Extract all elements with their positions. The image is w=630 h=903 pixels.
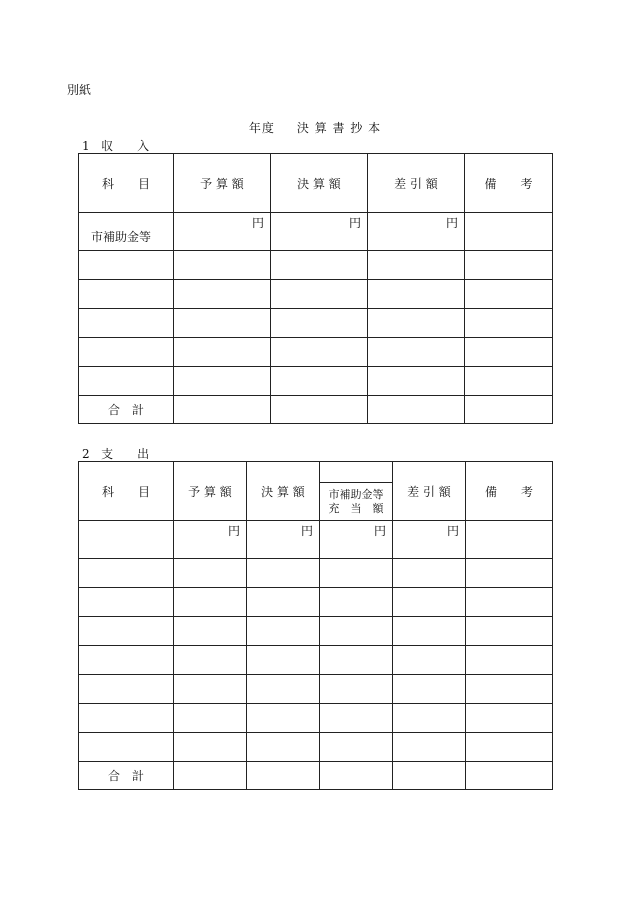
- title-text: 決 算 書 抄 本: [296, 121, 382, 135]
- expense-empty-row: [79, 704, 553, 733]
- expense-header-budget: 予 算 額: [174, 462, 247, 521]
- expense-header-subsidy-line2: 充 当 額: [328, 502, 384, 515]
- income-empty-row: [79, 338, 553, 367]
- attachment-label: 別紙: [67, 83, 92, 97]
- income-section-label: 収 入: [101, 139, 150, 153]
- expense-empty-row: [79, 559, 553, 588]
- expense-header-row: [79, 462, 553, 521]
- expense-empty-row: [79, 733, 553, 762]
- expense-section-label: 支 出: [101, 447, 150, 461]
- income-header-remarks: 備 考: [465, 154, 553, 213]
- expense-row-units: [79, 521, 553, 559]
- expense-yen-unit: 円: [320, 521, 393, 559]
- income-section-heading: [82, 137, 149, 154]
- income-total-label: 合 計: [79, 396, 174, 424]
- expense-header-subsidy-cell: [320, 462, 393, 521]
- income-empty-row: [79, 367, 553, 396]
- expense-subject-cell: [79, 521, 174, 559]
- expense-total-label: 合 計: [79, 762, 174, 790]
- expense-header-subject: 科 目: [79, 462, 174, 521]
- income-table: [78, 153, 553, 424]
- expense-remarks-cell: [466, 521, 553, 559]
- expense-header-difference: 差 引 額: [393, 462, 466, 521]
- expense-header-subsidy-box: [319, 482, 393, 521]
- income-empty-row: [79, 280, 553, 309]
- income-empty-row: [79, 251, 553, 280]
- expense-section-number: 2: [82, 447, 90, 461]
- income-total-row: [79, 396, 553, 424]
- income-yen-unit: 円: [271, 213, 368, 251]
- expense-yen-unit: 円: [247, 521, 320, 559]
- income-item-subsidy: 市補助金等: [79, 213, 174, 251]
- income-section-number: 1: [82, 139, 90, 153]
- income-header-subject: 科 目: [79, 154, 174, 213]
- expense-yen-unit: 円: [174, 521, 247, 559]
- expense-table: [78, 461, 553, 790]
- expense-empty-row: [79, 675, 553, 704]
- income-remarks-cell: [465, 213, 553, 251]
- income-header-difference: 差 引 額: [368, 154, 465, 213]
- expense-yen-unit: 円: [393, 521, 466, 559]
- expense-header-settlement: 決 算 額: [247, 462, 320, 521]
- document-title: [0, 119, 630, 136]
- income-row-subsidy: [79, 213, 553, 251]
- expense-header-subsidy-line1: 市補助金等: [328, 488, 384, 501]
- income-header-settlement: 決 算 額: [271, 154, 368, 213]
- title-year: 年度: [248, 121, 275, 135]
- expense-section-heading: [82, 445, 149, 462]
- income-header-budget: 予 算 額: [174, 154, 271, 213]
- income-yen-unit: 円: [174, 213, 271, 251]
- income-empty-row: [79, 309, 553, 338]
- expense-empty-row: [79, 646, 553, 675]
- expense-total-row: [79, 762, 553, 790]
- expense-header-remarks: 備 考: [466, 462, 553, 521]
- income-yen-unit: 円: [368, 213, 465, 251]
- expense-empty-row: [79, 588, 553, 617]
- income-header-row: [79, 154, 553, 213]
- expense-empty-row: [79, 617, 553, 646]
